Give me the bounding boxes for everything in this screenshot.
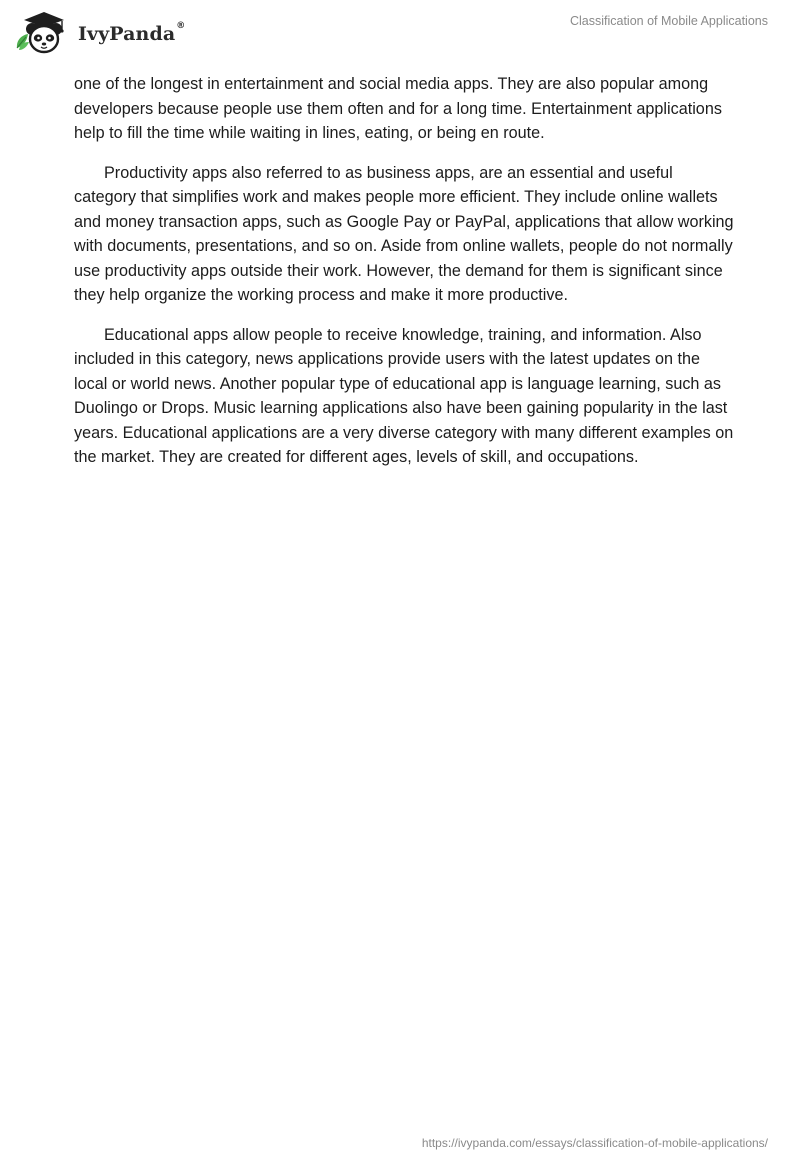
source-url-link[interactable]: https://ivypanda.com/essays/classification-of-mobile-applications/	[421, 1136, 768, 1150]
panda-graduate-icon	[14, 8, 76, 58]
paragraph-continuation: one of the longest in entertainment and social media apps. They are also popular among developers because people use them often and for a long time. Entertainment applications help to fill the time while waiting in lines, eating, or being en route.	[74, 75, 722, 142]
paragraph-educational-apps: Educational apps allow people to receive knowledge, training, and information. Also included in this category, news applications provide users with the latest updates on the local or world news. Another popular type of educational app is language learning, such as Duolingo or Drops. Music learning applications also have been gaining popularity in the last years. Educational applications are a very diverse category with many different examples on the market. They are created for different ages, levels of skill, and occupations.	[74, 325, 734, 466]
page-header	[0, 0, 800, 64]
registered-mark: ®	[176, 21, 186, 31]
brand-logo[interactable]	[14, 8, 185, 58]
document-title: Classification of Mobile Applications	[569, 14, 768, 28]
brand-name	[78, 23, 185, 45]
brand-name-text: IvyPanda	[78, 23, 176, 45]
paragraph-productivity-apps: Productivity apps also referred to as business apps, are an essential and useful category that simplifies work and makes people more efficient. They include online wallets and money transaction apps, such as Google Pay or PayPal, applications that allow working with documents, presentations, and so on. Aside from online wallets, people do not normally use productivity apps outside their work. However, the demand for them is significant since they help organize the working process and make it more productive.	[74, 163, 734, 304]
essay-body	[74, 72, 734, 485]
